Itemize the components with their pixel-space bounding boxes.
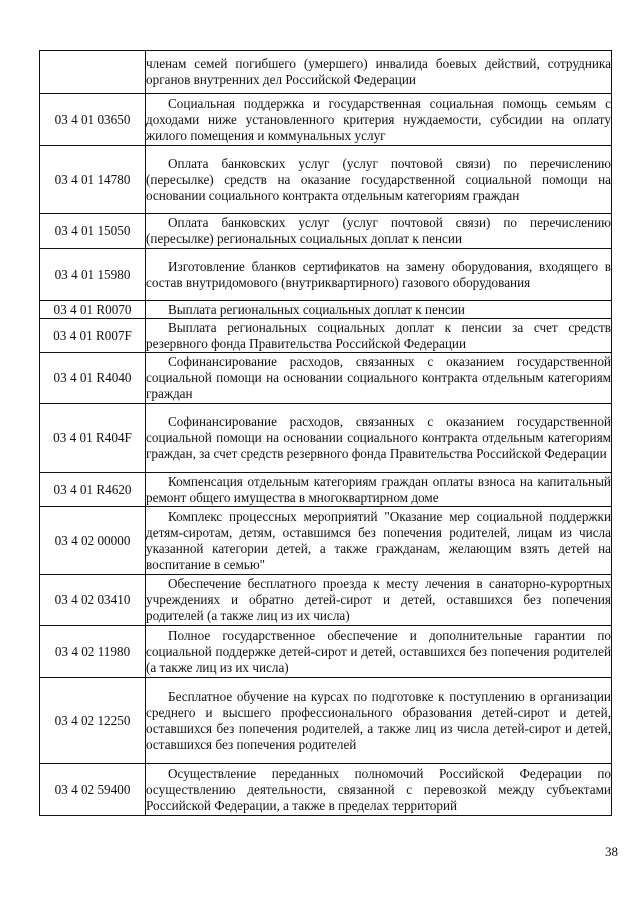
row-description: Оплата банковских услуг (услуг почтовой связи) по перечислению (пересылке) региональных социальных доплат к пенсии (146, 215, 611, 246)
row-description-cell (146, 301, 612, 319)
row-code: 03 4 01 15050 (40, 214, 146, 249)
row-description: членам семей погибшего (умершего) инвалида боевых действий, сотрудника органов внутренних дел Российской Федерации (146, 56, 611, 87)
row-description-cell (146, 319, 612, 353)
row-description: Компенсация отдельным категориям граждан оплаты взноса на капитальный ремонт общего имущества в многоквартирном доме (146, 473, 611, 505)
row-description: Бесплатное обучение на курсах по подготовке к поступлению в организации среднего и высшего профессионального образования детей-сирот и детей, оставшихся без попечения родителей, а также лиц из числа детей-сирот и детей, оставшихся без попечения родителей (146, 688, 611, 752)
row-description-cell (146, 146, 612, 214)
row-code: 03 4 01 R007F (40, 319, 146, 353)
row-code: 03 4 01 14780 (40, 146, 146, 214)
table-row (40, 319, 612, 353)
table-row (40, 473, 612, 507)
row-code: 03 4 01 03650 (40, 94, 146, 146)
row-code: 03 4 01 R0070 (40, 301, 146, 319)
row-description-cell (146, 678, 612, 764)
table-row (40, 214, 612, 249)
row-description-cell (146, 473, 612, 507)
budget-classification-table (39, 50, 612, 816)
table-body (40, 51, 612, 816)
table-row (40, 146, 612, 214)
row-code: 03 4 02 12250 (40, 678, 146, 764)
table-row (40, 507, 612, 575)
row-description-cell (146, 249, 612, 301)
table-row (40, 626, 612, 678)
table-row (40, 678, 612, 764)
row-code: 03 4 02 59400 (40, 764, 146, 816)
row-description: Оплата банковских услуг (услуг почтовой связи) по перечислению (пересылке) средств на оказание государственной социальной помощи на основании социального контракта отдельным категориям граждан (146, 155, 611, 203)
row-description-cell (146, 353, 612, 404)
row-description-cell (146, 507, 612, 575)
table-row (40, 51, 612, 94)
table-row (40, 764, 612, 816)
row-description-cell (146, 404, 612, 473)
table-row (40, 575, 612, 626)
row-description: Софинансирование расходов, связанных с оказанием государственной социальной помощи на основании социального контракта отдельным категориям граждан (146, 354, 611, 401)
row-description: Комплекс процессных мероприятий "Оказание мер социальной поддержки детям-сиротам, детям, оставшимся без попечения родителей, лицам из числа указанной категории детей, а также гражданам, желающим взять детей на воспитание в семью" (146, 508, 611, 572)
row-description: Осуществление переданных полномочий Российской Федерации по осуществлению деятельности, связанной с перевозкой между субъектами Российской Федерации, а также в пределах территорий (146, 765, 611, 813)
row-code: 03 4 02 11980 (40, 626, 146, 678)
row-code (40, 51, 146, 94)
row-description: Софинансирование расходов, связанных с оказанием государственной социальной помощи на основании социального контракта отдельным категориям граждан, за счет средств резервного фонда Правительства Российской Федерации (146, 414, 611, 461)
row-description: Социальная поддержка и государственная социальная помощь семьям с доходами ниже установленного критерия нуждаемости, субсидии на оплату жилого помещения и коммунальных услуг (146, 95, 611, 143)
row-code: 03 4 02 03410 (40, 575, 146, 626)
row-code: 03 4 01 R404F (40, 404, 146, 473)
row-description: Выплата региональных социальных доплат к пенсии (168, 301, 465, 317)
row-description-cell (146, 626, 612, 678)
row-description-cell (146, 214, 612, 249)
page-number: 38 (605, 844, 618, 859)
row-code: 03 4 02 00000 (40, 507, 146, 575)
row-code: 03 4 01 R4040 (40, 353, 146, 404)
row-description: Изготовление бланков сертификатов на замену оборудования, входящего в состав внутридомового (внутриквартирного) газового оборудования (146, 258, 611, 290)
row-description-cell (146, 764, 612, 816)
row-description: Обеспечение бесплатного проезда к месту лечения в санаторно-курортных учреждениях и обратно детей-сирот и детей, оставшихся без попечения родителей (а также лиц из их числа) (146, 576, 611, 623)
row-description-cell (146, 94, 612, 146)
table-row (40, 94, 612, 146)
table-row (40, 301, 612, 319)
table-row (40, 404, 612, 473)
row-description-cell (146, 575, 612, 626)
table-row (40, 249, 612, 301)
row-description: Полное государственное обеспечение и дополнительные гарантии по социальной поддержке детей-сирот и детей, оставшихся без попечения родителей (а также лиц из их числа) (146, 627, 611, 675)
row-description-cell (146, 51, 612, 94)
row-code: 03 4 01 R4620 (40, 473, 146, 507)
row-code: 03 4 01 15980 (40, 249, 146, 301)
table-row (40, 353, 612, 404)
row-description: Выплата региональных социальных доплат к пенсии за счет средств резервного фонда Правительства Российской Федерации (146, 319, 611, 351)
